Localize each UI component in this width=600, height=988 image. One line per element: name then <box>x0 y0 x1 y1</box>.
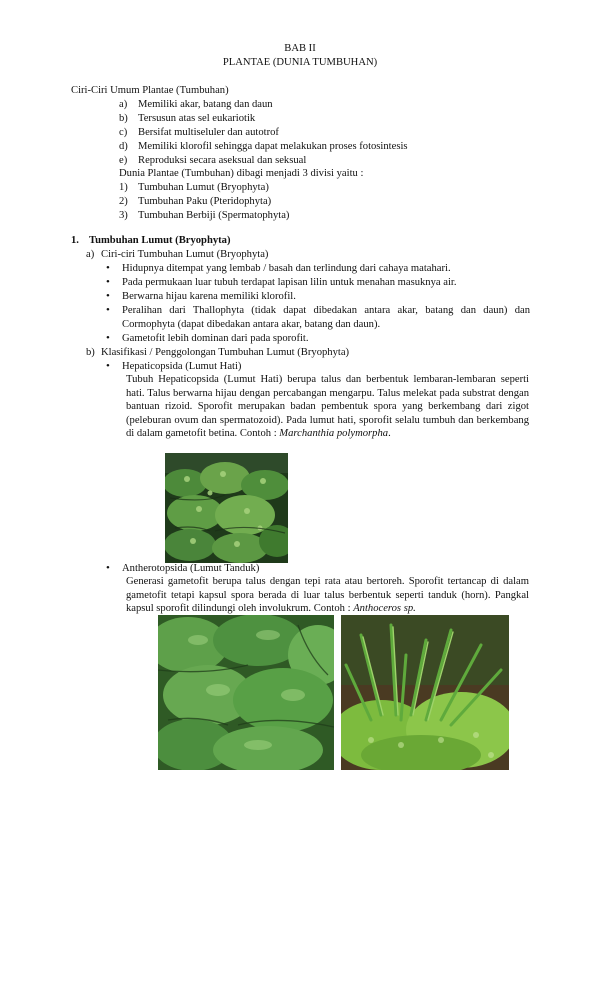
division-text: Tumbuhan Lumut (Bryophyta) <box>138 182 269 193</box>
bullet-text: Peralihan dari Thallophyta (tidak dapat dibedakan antara akar, batang dan daun) dan Cormophyta (dapat dibedakan antara akar, batang dan daun). <box>122 305 530 330</box>
subsection-a-marker: a) <box>86 249 95 260</box>
list-text: Bersifat multiseluler dan autotrof <box>138 127 279 138</box>
subsection-a-title: Ciri-ciri Tumbuhan Lumut (Bryophyta) <box>101 249 269 260</box>
chapter-label: BAB II <box>284 43 316 54</box>
chapter-title: PLANTAE (DUNIA TUMBUHAN) <box>222 57 378 68</box>
bullet-icon: • <box>106 262 110 274</box>
division-text: Tumbuhan Berbiji (Spermatophyta) <box>138 210 290 221</box>
liverwort-photo <box>165 453 288 563</box>
class-name: Antherotopsida (Lumut Tanduk) <box>122 563 260 574</box>
list-marker: c) <box>119 127 128 138</box>
description-text: Generasi gametofit berupa talus dengan tepi rata atau bertoreh. Sporofit tertancap di dalam gametofit tetapi kapsul spora berada di luar talus berbentuk seperti tanduk (horn). Pangkal kapsul sporofit dilindungi oleh involukrum. Contoh : <box>126 576 529 614</box>
bullet-text: Hidupnya ditempat yang lembab / basah dan terlindung dari cahaya matahari. <box>122 263 451 274</box>
division-marker: 2) <box>119 196 128 207</box>
section-title: Tumbuhan Lumut (Bryophyta) <box>89 235 231 246</box>
class-description <box>126 575 529 616</box>
bullet-icon: • <box>106 276 110 288</box>
bullet-text: Pada permukaan luar tubuh terdapat lapisan lilin untuk menahan masuknya air. <box>122 277 457 288</box>
bullet-icon: • <box>106 304 110 316</box>
list-text: Tersusun atas sel eukariotik <box>138 113 256 124</box>
bullet-text: Gametofit lebih dominan dari pada sporofit. <box>122 333 309 344</box>
example-species: Anthoceros sp. <box>353 603 416 614</box>
class-name: Hepaticopsida (Lumut Hati) <box>122 361 242 372</box>
hornwort-thallus-photo <box>158 615 334 770</box>
bullet-icon: • <box>106 290 110 302</box>
division-marker: 3) <box>119 210 128 221</box>
bullet-icon: • <box>106 332 110 344</box>
class-description <box>126 373 529 441</box>
description-text: Tubuh Hepaticopsida (Lumut Hati) berupa talus dan berbentuk lembaran-lembaran seperti hati. Talus berwarna hijau dengan percabangan mengarpu. Talus melekat pada substrat dengan bantuan rizoid. Sporofit merupakan badan pembentuk spora yang berkembang dari zigot (peleburan ovum dan spermatozoid). Pada lumut hati, sporofit selalu tumbuh dan berkembang di dalam gametofit betina. Contoh : <box>126 374 529 439</box>
general-heading: Ciri-Ciri Umum Plantae (Tumbuhan) <box>71 85 229 96</box>
hornwort-sporophyte-photo <box>341 615 509 770</box>
example-species: Marchanthia polymorpha <box>279 428 389 439</box>
subsection-b-title: Klasifikasi / Penggolongan Tumbuhan Lumut (Bryophyta) <box>101 347 350 358</box>
division-intro: Dunia Plantae (Tumbuhan) dibagi menjadi 3 divisi yaitu : <box>119 168 364 179</box>
division-text: Tumbuhan Paku (Pteridophyta) <box>138 196 272 207</box>
bullet-text: Berwarna hijau karena memiliki klorofil. <box>122 291 296 302</box>
list-marker: a) <box>119 99 128 110</box>
list-marker: b) <box>119 113 128 124</box>
list-marker: d) <box>119 141 128 152</box>
bullet-icon: • <box>106 360 110 372</box>
bullet-icon: • <box>106 562 110 574</box>
subsection-b-marker: b) <box>86 347 95 358</box>
list-text: Memiliki akar, batang dan daun <box>138 99 273 110</box>
section-number: 1. <box>71 235 79 246</box>
list-text: Memiliki klorofil sehingga dapat melakukan proses fotosintesis <box>138 141 408 152</box>
division-marker: 1) <box>119 182 128 193</box>
example-suffix: . <box>388 428 391 439</box>
list-marker: e) <box>119 155 128 166</box>
list-text: Reproduksi secara aseksual dan seksual <box>138 155 307 166</box>
